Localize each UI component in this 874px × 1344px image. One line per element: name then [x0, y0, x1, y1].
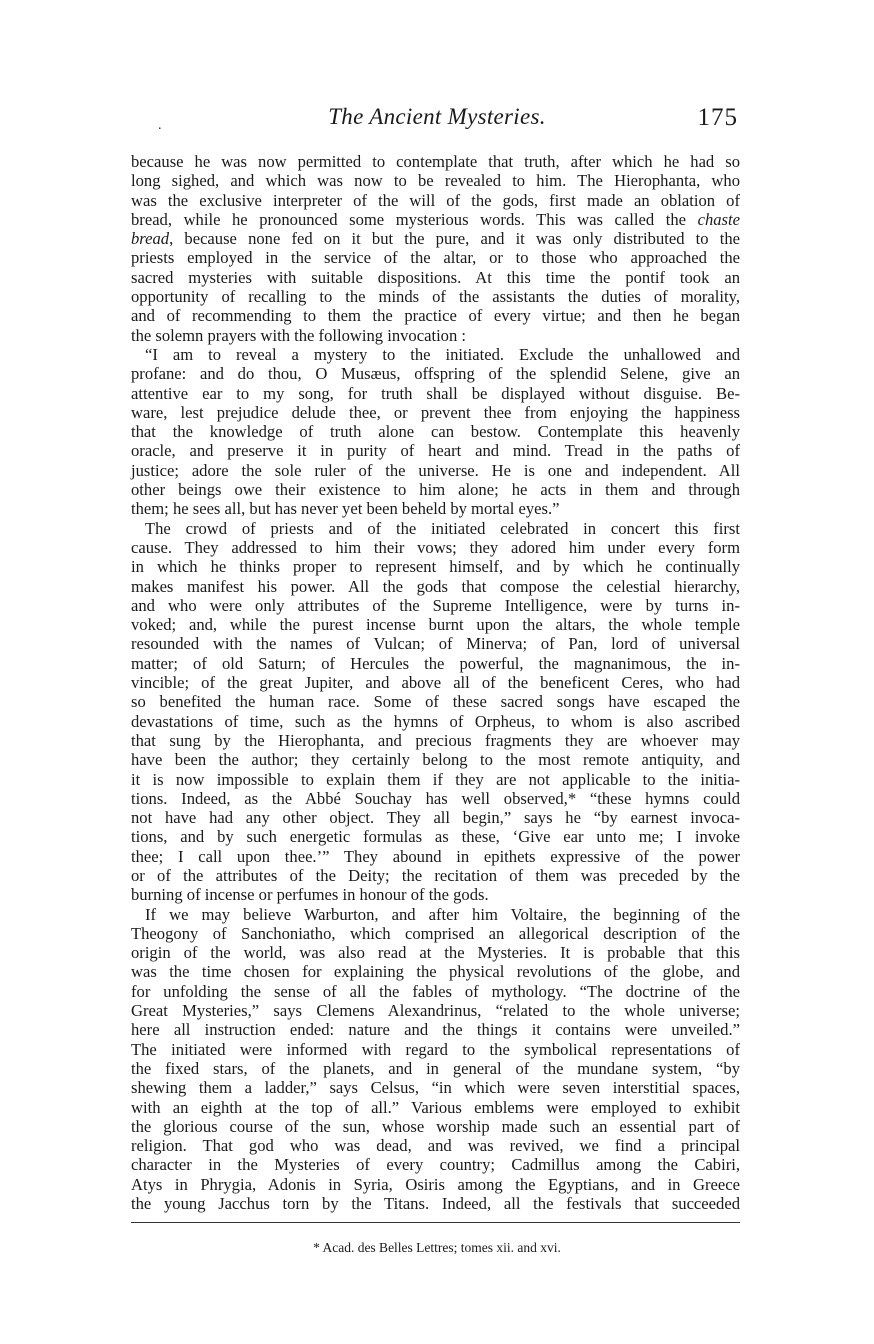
text-line: that sung by the Hierophanta, and precious fragments they are whoever may [131, 730, 740, 750]
text-line: justice; adore the sole ruler of the universe. He is one and independent. All [131, 460, 740, 480]
header-dot: . [158, 118, 162, 133]
text-line: The initiated were informed with regard to the symbolical representations of [131, 1039, 740, 1059]
text-line: attentive ear to my song, for truth shall be displayed without disguise. Be- [131, 383, 740, 403]
text-line: Theogony of Sanchoniatho, which comprised an allegorical description of the [131, 923, 740, 943]
text-line: and of recommending to them the practice of every virtue; and then he began [131, 306, 740, 326]
footnote: * Acad. des Belles Lettres; tomes xii. and xvi. [313, 1240, 561, 1255]
text-line: that the knowledge of truth alone can bestow. Contemplate this heavenly [131, 422, 740, 442]
paragraph-2 [131, 519, 740, 905]
text-line: other beings owe their existence to him alone; he acts in them and through [131, 480, 740, 500]
italic-emphasis: bread [131, 229, 170, 249]
text-line: in which he thinks proper to represent himself, and by which he continually [131, 557, 740, 577]
page-title: The Ancient Mysteries. [328, 104, 546, 129]
text-line: bread, because none fed on it but the pure, and it was only distributed to the [131, 229, 740, 249]
text-line: tions, and by such energetic formulas as these, ‘Give ear unto me; I invoke [131, 827, 740, 847]
text-line: If we may believe Warburton, and after him Voltaire, the beginning of the [145, 904, 740, 924]
text-line: not have had any other object. They all begin,” says he “by earnest invoca- [131, 808, 740, 828]
text-line: was the exclusive interpreter of the will of the gods, first made an oblation of [131, 190, 740, 210]
text-line: matter; of old Saturn; of Hercules the powerful, the magnanimous, the in- [131, 653, 740, 673]
text-line: thee; I call upon thee.’” They abound in epithets expressive of the power [131, 846, 740, 866]
running-head [0, 104, 874, 138]
page-number: 175 [697, 104, 738, 131]
text-line: or of the attributes of the Deity; the recitation of them was preceded by the [131, 865, 740, 885]
text-line: because he was now permitted to contemplate that truth, after which he had so [131, 152, 740, 171]
text-line: the solemn prayers with the following invocation : [131, 325, 467, 345]
paragraph-1 [131, 152, 740, 345]
text-line: Atys in Phrygia, Adonis in Syria, Osiris among the Egyptians, and in Greece [131, 1174, 740, 1194]
text-line: priests employed in the service of the altar, or to those who approached the [131, 248, 740, 268]
text-line: cause. They addressed to him their vows; they adored him under every form [131, 537, 740, 557]
paragraph-3 [131, 905, 740, 1214]
text-line: the young Jacchus torn by the Titans. Indeed, all the festivals that succeeded [131, 1194, 740, 1214]
text-line: religion. That god who was dead, and was revived, we find a principal [131, 1136, 740, 1156]
text-line: tions. Indeed, as the Abbé Souchay has well observed,* “these hymns could [131, 788, 740, 808]
text-line: voked; and, while the purest incense burnt upon the altars, the whole temple [131, 615, 740, 635]
text-line: was the time chosen for explaining the physical revolutions of the globe, and [131, 962, 740, 982]
text-line: opportunity of recalling to the minds of the assistants the duties of morality, [131, 287, 740, 307]
text-line: oracle, and preserve it in purity of heart and mind. Tread in the paths of [131, 441, 740, 461]
text-line: the glorious course of the sun, whose worship made such an essential part of [131, 1116, 740, 1136]
text-line: sacred mysteries with suitable dispositions. At this time the pontif took an [131, 267, 740, 287]
text-line: makes manifest his power. All the gods that compose the celestial hierarchy, [131, 576, 740, 596]
body-text [131, 152, 740, 1213]
footnote-rule [131, 1222, 740, 1223]
text-line: so benefited the human race. Some of these sacred songs have escaped the [131, 692, 740, 712]
text-line: “I am to reveal a mystery to the initiated. Exclude the unhallowed and [145, 344, 740, 364]
text-line: them; he sees all, but has never yet been beheld by mortal eyes.” [131, 499, 560, 519]
text-line: and who were only attributes of the Supreme Intelligence, were by turns in- [131, 595, 740, 615]
text-line: for unfolding the sense of all the fables of mythology. “The doctrine of the [131, 981, 740, 1001]
text-line: bread, while he pronounced some mysterious words. This was called the chaste [131, 209, 740, 229]
italic-emphasis: chaste [697, 209, 740, 229]
text-line: with an eighth at the top of all.” Various emblems were employed to exhibit [131, 1097, 740, 1117]
text-line: profane: and do thou, O Musæus, offspring of the splendid Selene, give an [131, 364, 740, 384]
text-line: devastations of time, such as the hymns of Orpheus, to whom is also ascribed [131, 711, 740, 731]
text-line: it is now impossible to explain them if they are not applicable to the initia- [131, 769, 740, 789]
text-line: here all instruction ended: nature and the things it contains were unveiled.” [131, 1020, 740, 1040]
text-line: the fixed stars, of the planets, and in general of the mundane system, “by [131, 1058, 740, 1078]
text-line: long sighed, and which was now to be revealed to him. The Hierophanta, who [131, 171, 740, 191]
text-line: have been the author; they certainly belong to the most remote antiquity, and [131, 750, 740, 770]
text-line: The crowd of priests and of the initiated celebrated in concert this first [145, 518, 740, 538]
text-line: ware, lest prejudice delude thee, or prevent thee from enjoying the happiness [131, 402, 740, 422]
text-line: shewing them a ladder,” says Celsus, “in which were seven interstitial spaces, [131, 1078, 740, 1098]
paragraph-invocation [131, 345, 740, 519]
text-line: resounded with the names of Vulcan; of Minerva; of Pan, lord of universal [131, 634, 740, 654]
text-line: Great Mysteries,” says Clemens Alexandrinus, “related to the whole universe; [131, 1001, 740, 1021]
text-line: origin of the world, was also read at the Mysteries. It is probable that this [131, 943, 740, 963]
text-line: burning of incense or perfumes in honour of the gods. [131, 885, 489, 905]
text-line: character in the Mysteries of every country; Cadmillus among the Cabiri, [131, 1155, 740, 1175]
text-line: vincible; of the great Jupiter, and above all of the beneficent Ceres, who had [131, 673, 740, 693]
